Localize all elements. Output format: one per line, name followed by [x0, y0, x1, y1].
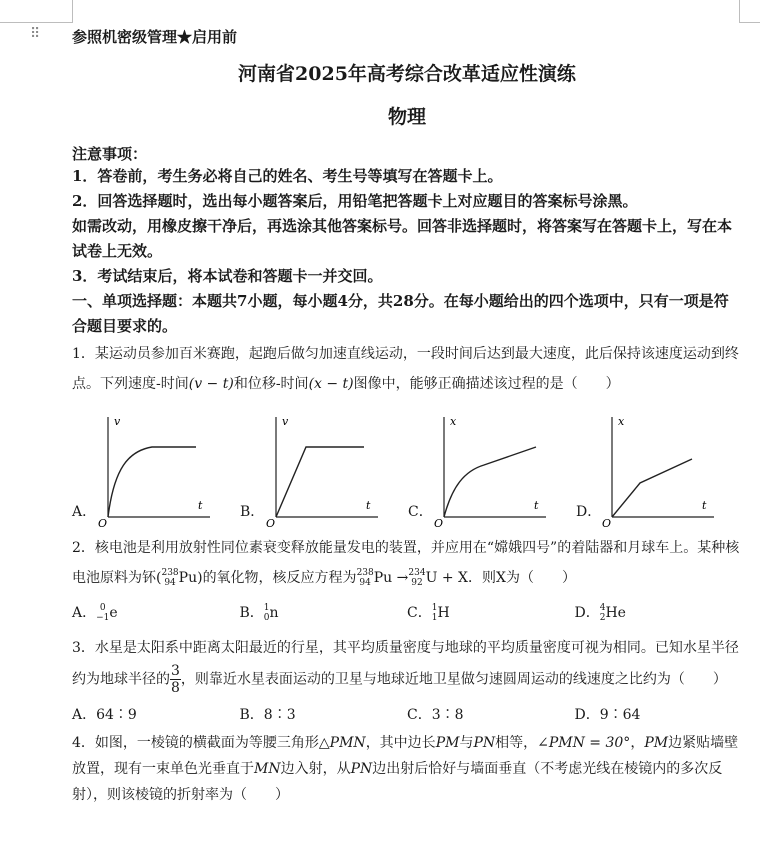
pu-symbol: Pu: [373, 570, 393, 586]
q1-graphs: [72, 409, 742, 527]
fraction-numerator: 3: [171, 663, 180, 679]
paren: ): [197, 570, 203, 586]
curve: [108, 447, 196, 517]
q3-text: ，则靠近水星表面运动的卫星与地球近地卫星做匀速圆周运动的线速度之比约为（ ）: [180, 671, 727, 688]
graph-d: [576, 409, 726, 527]
nuclide-symbol: H: [437, 605, 450, 621]
notice-item: 如需改动，用橡皮擦干净后，再选涂其他答案标号。回答非选择题时，将答案写在答题卡上，写在本试卷上无效。: [72, 217, 733, 260]
notice-item: 3．考试结束后，将本试卷和答题卡一并交回。: [72, 267, 383, 285]
nuclide-number: 1: [431, 613, 438, 623]
nuclide-symbol: e: [109, 605, 118, 621]
nuclide-symbol: n: [269, 605, 279, 621]
drag-handle-icon[interactable]: ⠿: [30, 26, 41, 42]
u-number: 92: [411, 578, 423, 588]
axis-origin: O: [434, 517, 444, 527]
question-1: [72, 339, 742, 399]
q1-text: 图像中，能够正确描述该过程的是（ ）: [353, 376, 620, 392]
q4-angle: ∠PMN = 30°: [537, 735, 631, 751]
axis-origin: O: [266, 517, 276, 527]
option-d[interactable]: [575, 602, 743, 623]
q2-options: [72, 601, 742, 623]
axis-origin: O: [602, 517, 612, 527]
option-letter: D．: [574, 605, 600, 621]
option-letter: C．: [407, 605, 432, 621]
q4-text: 与: [459, 735, 474, 751]
subject-title: 物理: [387, 106, 426, 128]
q3-text: 3．水星是太阳系中距离太阳最近的行星，其平均质量密度与地球的平均质量密度可视为相同。已知水星半径约为地球半径的: [72, 640, 739, 688]
q4-side: PN: [350, 761, 373, 777]
axis-label-x: t: [702, 499, 707, 512]
graph-option-d[interactable]: [576, 409, 726, 527]
q4-text: 相等，: [495, 735, 538, 751]
page-corner-left: [0, 0, 73, 23]
option-letter: A．: [72, 605, 97, 621]
paren: (: [156, 570, 162, 586]
graph-option-c[interactable]: [408, 409, 558, 527]
pu-mass: 238: [161, 568, 179, 578]
option-letter: C．: [408, 504, 433, 520]
q1-xt: (x − t): [308, 376, 354, 392]
pu-number: 94: [164, 578, 176, 588]
q1-vt: (v − t): [188, 376, 234, 392]
q4-side: PN: [473, 735, 496, 751]
q1-text: 1．某运动员参加百米赛跑，起跑后做匀加速直线运动，一段时间后达到最大速度，此后保持该速度运动到终点。下列速度-时间: [72, 346, 739, 392]
u-symbol: U: [425, 570, 438, 586]
q2-text: + X．则X为（ ）: [441, 570, 576, 586]
question-2: [72, 533, 742, 593]
q4-side: PM: [644, 735, 669, 751]
q4-text: 边紧贴墙壁放置，现有一束单色光垂直于: [72, 735, 739, 777]
document-body: [72, 24, 742, 808]
nuclide-number: −1: [96, 613, 110, 623]
nuclide-index: [96, 603, 109, 623]
notice-item: 1．答卷前，考生务必将自己的姓名、考生号等填写在答题卡上。: [72, 167, 503, 185]
u-index: [408, 568, 425, 588]
question-3: [72, 633, 742, 696]
nuclide-mass: 1: [431, 603, 438, 613]
q2-text: 的氧化物，核反应方程为: [202, 570, 357, 586]
axis-label-y: x: [618, 415, 625, 428]
q4-text: 边入射，从: [280, 761, 351, 777]
notice-item: 2．回答选择题时，选出每小题答案后，用铅笔把答题卡上对应题目的答案标号涂黑。: [72, 192, 638, 210]
q4-text: ，: [630, 735, 645, 751]
nuclide-mass: 4: [599, 603, 606, 613]
q2-text: 2．核电池是利用放射性同位素衰变释放能量发电的装置，并应用在“嫦娥四号”的着陆器和月球车上。某种核电池原料为钚: [72, 540, 740, 586]
axis-label-x: t: [534, 499, 539, 512]
axis-label-y: x: [450, 415, 457, 428]
curve: [444, 447, 536, 517]
option-d[interactable]: D．9∶64: [574, 707, 641, 723]
axis-label-y: v: [114, 415, 121, 428]
q3-options: [72, 702, 742, 724]
axis-label-x: t: [366, 499, 371, 512]
nuclide-mass: 0: [99, 603, 106, 613]
graph-c: [408, 409, 558, 527]
nuclide-mass: 1: [263, 603, 270, 613]
option-letter: A．: [72, 504, 97, 520]
pu-index-2: [357, 568, 374, 588]
q4-text: ，其中边长: [365, 735, 436, 751]
q4-side: PM: [435, 735, 460, 751]
fraction: [170, 663, 181, 696]
option-b[interactable]: [240, 602, 408, 623]
option-c[interactable]: C．3∶8: [407, 707, 464, 723]
q4-triangle: △PMN: [318, 735, 366, 751]
graph-b: [240, 409, 390, 527]
q4-text: 边出射后恰好与墙面垂直（不考虑光线在棱镜内的多次反射），则该棱镜的折射率为（ ）: [72, 761, 723, 803]
option-a[interactable]: [72, 602, 240, 623]
q4-text: 4．如图，一棱镜的横截面为等腰三角形: [72, 735, 319, 751]
pu-index: [161, 568, 178, 588]
curve: [612, 459, 692, 517]
curve: [276, 447, 364, 517]
axis-origin: O: [98, 517, 108, 527]
nuclide-symbol: He: [605, 605, 626, 621]
q4-side: MN: [254, 761, 281, 777]
axis-label-y: v: [282, 415, 289, 428]
option-letter: D．: [576, 504, 602, 520]
section-heading: 一、单项选择题：本题共7小题，每小题4分，共28分。在每小题给出的四个选项中，只有一项是符合题目要求的。: [72, 292, 729, 335]
graph-option-a[interactable]: [72, 409, 222, 527]
nuclide-number: 0: [263, 613, 270, 623]
axis-label-x: t: [198, 499, 203, 512]
graph-option-b[interactable]: [240, 409, 390, 527]
pu-mass: 238: [356, 568, 374, 578]
fraction-denominator: 8: [171, 680, 180, 696]
option-c[interactable]: [407, 602, 575, 623]
page-corner-right: [739, 0, 760, 23]
question-4: [72, 730, 742, 808]
notice-heading: 注意事项：: [72, 145, 148, 163]
exam-title: 河南省2025年高考综合改革适应性演练: [238, 63, 576, 85]
u-mass: 234: [408, 568, 426, 578]
pu-number: 94: [359, 578, 371, 588]
q1-text: 和位移-时间: [233, 376, 309, 392]
secret-label: 参照机密级管理★启用前: [72, 28, 238, 46]
option-letter: B．: [239, 605, 264, 621]
pu-symbol: Pu: [178, 570, 198, 586]
option-b[interactable]: B．8∶3: [239, 707, 296, 723]
nuclide-number: 2: [599, 613, 606, 623]
option-letter: B．: [240, 504, 265, 520]
graph-a: [72, 409, 222, 527]
option-a[interactable]: A．64∶9: [72, 707, 137, 723]
arrow-icon: →: [396, 570, 409, 586]
